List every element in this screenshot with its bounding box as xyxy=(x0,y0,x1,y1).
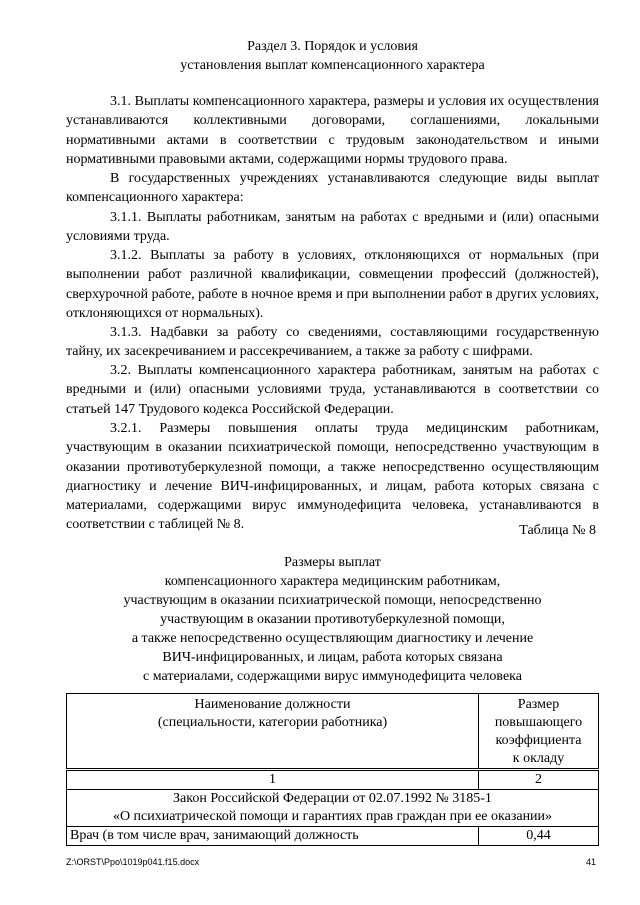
law-reference-line-2: «О психиатрической помощи и гарантиях прав граждан при ее оказании» xyxy=(112,809,553,824)
table-label: Таблица № 8 xyxy=(519,523,596,538)
row-coefficient: 0,44 xyxy=(479,827,599,846)
column-number-1: 1 xyxy=(67,770,479,790)
table-title-line: а также непосредственно осуществляющим диагностику и лечение xyxy=(131,631,534,646)
table-title-line: с материалами, содержащими вирус иммунодефицита человека xyxy=(143,669,522,684)
header-coefficient xyxy=(479,694,599,770)
table-title-line: Размеры выплат xyxy=(284,555,381,570)
header-coefficient-line-1: Размер xyxy=(517,697,560,712)
table-title-line: участвующим в оказании психиатрической помощи, непосредственно xyxy=(123,593,542,608)
paragraph-institutions: В государственных учреждениях устанавливаются следующие виды выплат компенсационного характера: xyxy=(66,171,599,206)
header-coefficient-line-2: повышающего xyxy=(494,715,583,730)
header-position-line-2: (специальности, категории работника) xyxy=(157,715,388,730)
header-coefficient-line-4: к окладу xyxy=(512,751,565,766)
column-number-2: 2 xyxy=(479,770,599,790)
paragraph-3-1-3: 3.1.3. Надбавки за работу со сведениями, составляющими государственную тайну, их засекречиванием и рассекречиванием, а также за работу с шифрами. xyxy=(66,325,599,360)
footer-file-path: Z:\ORST\Ppo\1019p041.f15.docx xyxy=(66,857,200,867)
section-heading-line-1: Раздел 3. Порядок и условия xyxy=(247,39,418,54)
table-header-row xyxy=(67,694,599,770)
table-title-line: ВИЧ-инфицированных, и лицам, работа которых связана xyxy=(162,650,503,665)
header-position-line-1: Наименование должности xyxy=(194,697,351,712)
section-heading xyxy=(66,37,599,75)
law-reference-line-1: Закон Российской Федерации от 02.07.1992 № 3185-1 xyxy=(173,791,492,806)
paragraph-3-2: 3.2. Выплаты компенсационного характера работникам, занятым на работах с вредными и (или) опасными условиями труда, устанавливаются в соответствии со статьей 147 Трудового кодекса Российской Федерации. xyxy=(66,363,599,417)
header-position xyxy=(67,694,479,770)
header-coefficient-line-3: коэффициента xyxy=(495,733,582,748)
footer-page-number: 41 xyxy=(585,857,596,867)
paragraph-3-1-1: 3.1.1. Выплаты работникам, занятым на работах с вредными и (или) опасными условиями труда. xyxy=(66,210,599,245)
payment-table xyxy=(66,693,599,846)
table-title-line: компенсационного характера медицинским работникам, xyxy=(164,574,501,589)
table-title-line: участвующим в оказании противотуберкулезной помощи, xyxy=(160,612,505,627)
paragraph-3-1: 3.1. Выплаты компенсационного характера, размеры и условия их осуществления устанавливаются коллективными договорами, соглашениями, локальными нормативными актами в соответствии с трудовым законодательством и иными нормативными правовыми актами, содержащими нормы трудового права. xyxy=(66,94,599,167)
row-position-name: Врач (в том числе врач, занимающий должность xyxy=(67,827,479,846)
table-row xyxy=(67,827,599,846)
law-reference xyxy=(67,790,599,827)
table-law-row xyxy=(67,790,599,827)
table-column-numbers xyxy=(67,770,599,790)
paragraph-3-2-1: 3.2.1. Размеры повышения оплаты труда медицинским работникам, участвующим в оказании психиатрической помощи, непосредственно участвующим в оказании противотуберкулезной помощи, а также непосредственно осуществляющим диагностику и лечение ВИЧ-инфицированных, и лицам, работа которых связана с материалами, содержащими вирус иммунодефицита человека, устанавливаются в соответствии с таблицей № 8. xyxy=(66,421,599,533)
table-title xyxy=(66,553,599,686)
section-heading-line-2: установления выплат компенсационного характера xyxy=(180,58,485,73)
paragraph-3-1-2: 3.1.2. Выплаты за работу в условиях, отклоняющихся от нормальных (при выполнении работ различной квалификации, совмещении профессий (должностей), сверхурочной работе, работе в ночное время и при выполнении работ в других условиях, отклоняющихся от нормальных). xyxy=(66,248,599,321)
